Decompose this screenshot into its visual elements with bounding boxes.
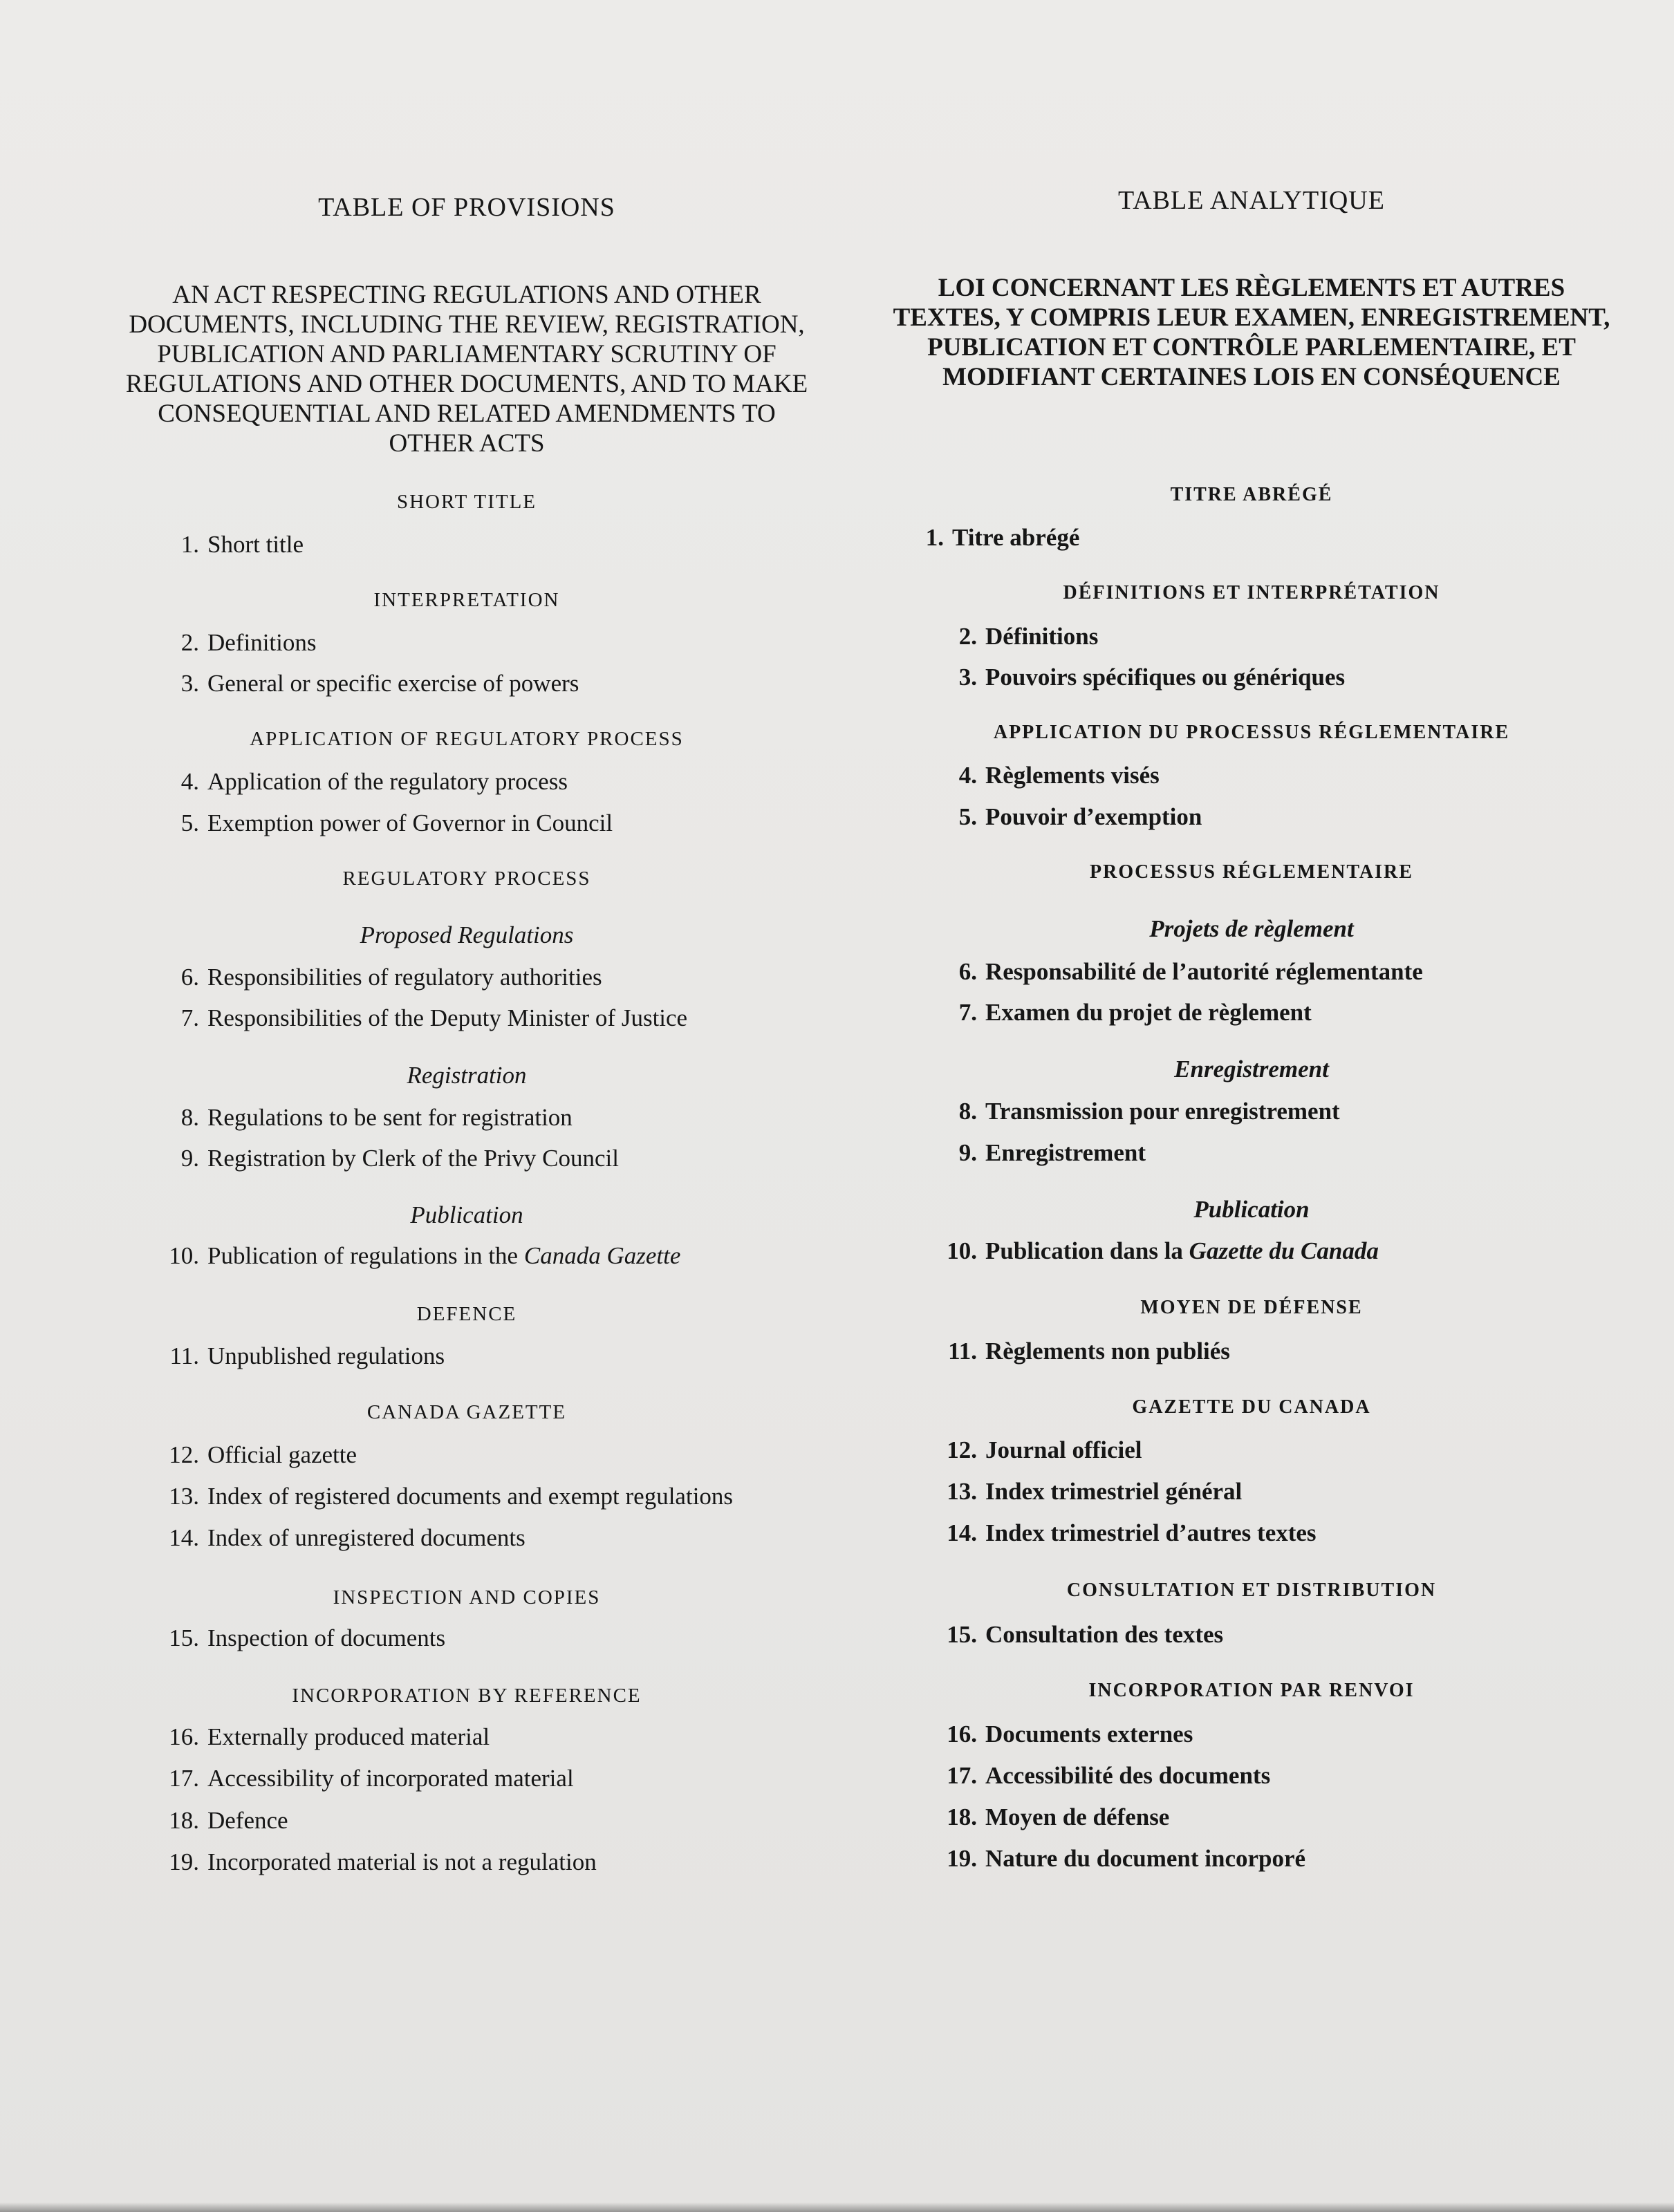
toc-entry: 13. Index of registered documents and exempt regulations — [169, 1483, 734, 1510]
page-edge-shadow — [0, 2202, 1674, 2212]
toc-entry: 10. Publication dans la Gazette du Canada — [947, 1237, 1379, 1264]
act-title-line: PUBLICATION AND PARLIAMENTARY SCRUTINY OF — [157, 340, 776, 368]
toc-entry: 15. Consultation des textes — [947, 1621, 1224, 1648]
section-heading: DÉFINITIONS ET INTERPRÉTATION — [1063, 582, 1440, 603]
toc-entry: 8. Regulations to be sent for registration — [180, 1104, 573, 1131]
section-heading: DEFENCE — [416, 1303, 517, 1325]
toc-entry: 14. Index trimestriel d’autres textes — [947, 1519, 1317, 1546]
section-heading: INCORPORATION PAR RENVOI — [1088, 1680, 1415, 1701]
toc-entry: 2. Definitions — [180, 629, 317, 656]
toc-entry: 1. Short title — [180, 531, 304, 558]
section-heading: TITRE ABRÉGÉ — [1170, 484, 1333, 505]
section-heading: MOYEN DE DÉFENSE — [1140, 1297, 1363, 1318]
toc-entry: 6. Responsabilité de l’autorité réglementante — [958, 958, 1423, 985]
act-title — [868, 273, 1635, 392]
section-heading: CONSULTATION ET DISTRIBUTION — [1066, 1580, 1437, 1601]
toc-entry: 7. Responsibilities of the Deputy Minister of Justice — [180, 1004, 688, 1031]
section-subheading: Registration — [407, 1062, 527, 1089]
section-subheading: Publication — [410, 1201, 523, 1228]
toc-entry: 19. Incorporated material is not a regulation — [169, 1848, 597, 1875]
toc-entry: 3. Pouvoirs spécifiques ou génériques — [958, 664, 1346, 691]
toc-entry: 9. Enregistrement — [958, 1139, 1146, 1166]
act-title-line: LOI CONCERNANT LES RÈGLEMENTS ET AUTRES — [938, 274, 1565, 302]
toc-entry: 13. Index trimestriel général — [947, 1478, 1243, 1505]
act-title-line: MODIFIANT CERTAINES LOIS EN CONSÉQUENCE — [942, 363, 1561, 391]
toc-entry: 11. Règlements non publiés — [948, 1338, 1230, 1365]
toc-title: TABLE OF PROVISIONS — [318, 193, 615, 222]
toc-entry: 1. Titre abrégé — [925, 524, 1080, 551]
toc-entry: 17. Accessibility of incorporated material — [169, 1765, 574, 1792]
toc-entry: 18. Defence — [169, 1807, 288, 1834]
section-heading: GAZETTE DU CANADA — [1132, 1396, 1371, 1418]
act-title-line: CONSEQUENTIAL AND RELATED AMENDMENTS TO — [158, 400, 776, 428]
section-subheading: Projets de règlement — [1149, 915, 1354, 942]
toc-entry: 5. Pouvoir d’exemption — [958, 803, 1202, 830]
toc-entry: 15. Inspection of documents — [169, 1624, 446, 1651]
toc-entry: 14. Index of unregistered documents — [169, 1524, 526, 1551]
act-title-line: PUBLICATION ET CONTRÔLE PARLEMENTAIRE, ET — [927, 333, 1576, 362]
toc-entry: 7. Examen du projet de règlement — [958, 999, 1312, 1026]
toc-entry: 8. Transmission pour enregistrement — [958, 1098, 1340, 1125]
toc-entry: 16. Externally produced material — [169, 1723, 490, 1750]
toc-entry: 12. Official gazette — [169, 1441, 357, 1468]
act-title-line: TEXTES, Y COMPRIS LEUR EXAMEN, ENREGISTREMENT, — [893, 303, 1610, 332]
section-heading: INCORPORATION BY REFERENCE — [292, 1685, 642, 1707]
section-heading: INTERPRETATION — [373, 589, 560, 611]
act-title — [83, 280, 850, 458]
toc-entry: 9. Registration by Clerk of the Privy Council — [180, 1145, 619, 1172]
toc-entry: 16. Documents externes — [947, 1721, 1193, 1747]
section-heading: PROCESSUS RÉGLEMENTAIRE — [1090, 861, 1413, 883]
toc-entry: 12. Journal officiel — [947, 1436, 1142, 1463]
toc-entry: 19. Nature du document incorporé — [947, 1845, 1306, 1872]
section-subheading: Enregistrement — [1174, 1056, 1329, 1082]
section-subheading: Publication — [1193, 1196, 1310, 1223]
toc-entry: 4. Application of the regulatory process — [180, 768, 568, 795]
toc-entry: 10. Publication of regulations in the Canada Gazette — [169, 1242, 681, 1269]
toc-entry: 4. Règlements visés — [958, 762, 1160, 789]
toc-entry: 11. Unpublished regulations — [169, 1342, 445, 1369]
toc-entry: 2. Définitions — [958, 623, 1099, 650]
section-heading: REGULATORY PROCESS — [342, 868, 591, 890]
section-subheading: Proposed Regulations — [360, 921, 574, 948]
section-heading: APPLICATION OF REGULATORY PROCESS — [250, 728, 684, 750]
toc-title: TABLE ANALYTIQUE — [1118, 186, 1385, 215]
act-title-line: AN ACT RESPECTING REGULATIONS AND OTHER — [172, 281, 761, 309]
toc-entry: 18. Moyen de défense — [947, 1803, 1170, 1830]
act-title-line: REGULATIONS AND OTHER DOCUMENTS, AND TO MAKE — [125, 370, 808, 398]
section-heading: APPLICATION DU PROCESSUS RÉGLEMENTAIRE — [993, 722, 1510, 743]
act-title-line: OTHER ACTS — [389, 429, 545, 458]
section-heading: INSPECTION AND COPIES — [333, 1586, 601, 1609]
toc-entry: 6. Responsibilities of regulatory authorities — [180, 964, 602, 991]
toc-entry: 5. Exemption power of Governor in Council — [180, 809, 613, 836]
section-heading: CANADA GAZETTE — [366, 1401, 567, 1423]
toc-entry: 3. General or specific exercise of powers — [180, 670, 579, 697]
act-title-line: DOCUMENTS, INCLUDING THE REVIEW, REGISTRATION, — [129, 310, 805, 339]
toc-entry: 17. Accessibilité des documents — [947, 1762, 1271, 1789]
section-heading: SHORT TITLE — [396, 491, 537, 513]
